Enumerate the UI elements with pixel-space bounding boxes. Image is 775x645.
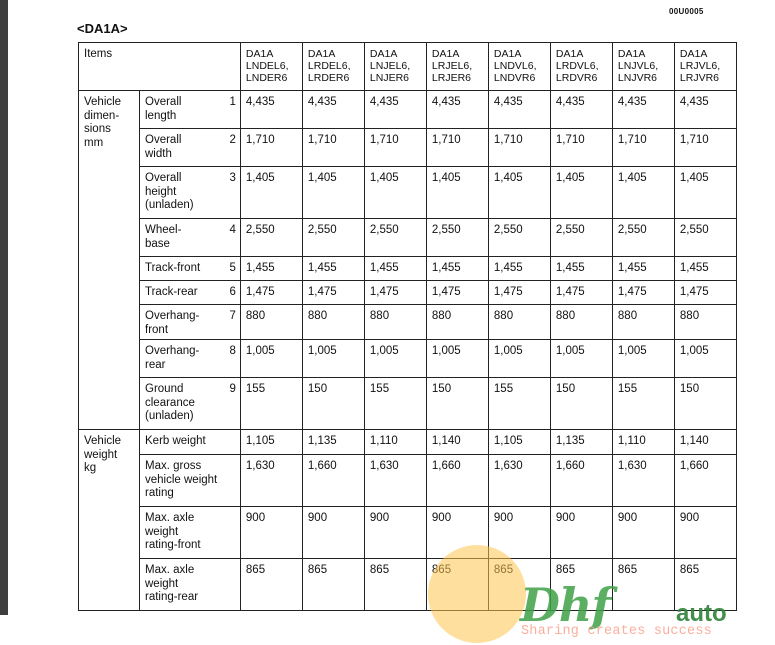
value-cell: 1,140 [674, 430, 736, 455]
value-cell: 1,135 [550, 430, 612, 455]
value-cell: 1,710 [364, 129, 426, 167]
cell-line: Overall [145, 96, 182, 108]
value-cell: 900 [302, 507, 364, 559]
category-cell [79, 430, 140, 611]
model-header [488, 43, 550, 91]
value-cell: 880 [612, 305, 674, 340]
value-cell: 1,405 [612, 167, 674, 219]
value-cell: 1,475 [488, 281, 550, 305]
scan-edge-strip [0, 0, 8, 615]
value-cell: 1,005 [488, 340, 550, 378]
model-header [426, 43, 488, 91]
item-number: 2 [225, 129, 241, 167]
value-cell: 865 [612, 559, 674, 611]
specifications-table [78, 42, 737, 611]
value-cell: 1,005 [302, 340, 364, 378]
table-row [79, 559, 737, 611]
value-cell: 155 [488, 378, 550, 430]
value-cell: 2,550 [550, 219, 612, 257]
watermark-tagline: Sharing creates success [521, 624, 712, 639]
cell-line: (unladen) [145, 199, 194, 211]
value-cell: 1,455 [550, 257, 612, 281]
item-number: 9 [225, 378, 241, 430]
cell-line: rating-rear [145, 591, 199, 603]
value-cell: 900 [550, 507, 612, 559]
value-cell: 1,630 [612, 455, 674, 507]
value-cell: 1,475 [364, 281, 426, 305]
value-cell: 880 [426, 305, 488, 340]
cell-line: Vehicle [84, 96, 122, 108]
item-cell [140, 378, 225, 430]
table-row [79, 129, 737, 167]
model-header [550, 43, 612, 91]
value-cell: 1,710 [240, 129, 302, 167]
cell-line: mm [84, 136, 104, 149]
value-cell: 1,475 [550, 281, 612, 305]
value-cell: 1,405 [240, 167, 302, 219]
item-number: 8 [225, 340, 241, 378]
cell-line: LRJER6 [431, 72, 472, 84]
cell-line: weight [145, 577, 179, 590]
value-cell: 1,005 [364, 340, 426, 378]
cell-line: weight [84, 448, 118, 461]
value-cell: 1,660 [426, 455, 488, 507]
value-cell: 2,550 [240, 219, 302, 257]
value-cell: 1,475 [612, 281, 674, 305]
cell-line: LNJER6 [369, 72, 410, 84]
cell-line: Track-front [145, 262, 201, 274]
value-cell: 1,405 [550, 167, 612, 219]
cell-line: rating-front [145, 539, 201, 551]
table-row [79, 219, 737, 257]
value-cell: 1,455 [612, 257, 674, 281]
value-cell: 1,475 [302, 281, 364, 305]
value-cell: 150 [550, 378, 612, 430]
cell-line: LNDEL6, [245, 60, 289, 72]
cell-line: DA1A [307, 48, 336, 60]
cell-line: DA1A [493, 48, 522, 60]
table-row [79, 91, 737, 129]
value-cell: 1,405 [426, 167, 488, 219]
cell-line: length [145, 109, 177, 122]
item-number: 1 [225, 91, 241, 129]
item-number: 5 [225, 257, 241, 281]
table-row [79, 281, 737, 305]
value-cell: 1,710 [550, 129, 612, 167]
model-header [364, 43, 426, 91]
value-cell: 2,550 [364, 219, 426, 257]
value-cell: 1,710 [426, 129, 488, 167]
cell-line: clearance [145, 396, 195, 409]
item-cell [140, 559, 241, 611]
cell-line: Overhang- [145, 345, 200, 357]
value-cell: 1,475 [426, 281, 488, 305]
table-row [79, 257, 737, 281]
value-cell: 1,455 [488, 257, 550, 281]
item-cell [140, 129, 225, 167]
cell-line: rear [145, 358, 166, 371]
value-cell: 1,710 [488, 129, 550, 167]
cell-line: LRJEL6, [431, 60, 473, 72]
value-cell: 1,405 [488, 167, 550, 219]
value-cell: 865 [364, 559, 426, 611]
value-cell: 1,110 [364, 430, 426, 455]
cell-line: DA1A [679, 48, 708, 60]
cell-line: sions [84, 123, 111, 135]
value-cell: 880 [240, 305, 302, 340]
page-code: 00U0005 [669, 7, 704, 16]
category-cell [79, 91, 140, 430]
cell-line: base [145, 237, 170, 250]
cell-line: height [145, 185, 177, 198]
value-cell: 900 [612, 507, 674, 559]
value-cell: 900 [674, 507, 736, 559]
value-cell: 150 [426, 378, 488, 430]
value-cell: 1,405 [364, 167, 426, 219]
value-cell: 4,435 [550, 91, 612, 129]
cell-line: Ground [145, 383, 184, 395]
cell-line: vehicle weight [145, 473, 218, 486]
value-cell: 4,435 [302, 91, 364, 129]
value-cell: 1,105 [488, 430, 550, 455]
cell-line: Max. axle [145, 564, 195, 576]
items-header: Items [79, 43, 241, 91]
value-cell: 880 [488, 305, 550, 340]
watermark-brand: auto [676, 600, 727, 627]
value-cell: 150 [674, 378, 736, 430]
value-cell: 1,455 [302, 257, 364, 281]
value-cell: 865 [240, 559, 302, 611]
item-cell [140, 340, 225, 378]
value-cell: 1,475 [240, 281, 302, 305]
cell-line: LNDVL6, [493, 60, 537, 72]
value-cell: 1,455 [674, 257, 736, 281]
value-cell: 1,630 [240, 455, 302, 507]
cell-line: (unladen) [145, 410, 194, 422]
value-cell: 1,710 [612, 129, 674, 167]
cell-line: LNJVL6, [617, 60, 659, 72]
table-row [79, 167, 737, 219]
cell-line: Kerb weight [145, 435, 206, 447]
value-cell: 880 [550, 305, 612, 340]
value-cell: 880 [674, 305, 736, 340]
value-cell: 155 [240, 378, 302, 430]
table-row [79, 430, 737, 455]
value-cell: 155 [364, 378, 426, 430]
value-cell: 880 [302, 305, 364, 340]
value-cell: 1,005 [612, 340, 674, 378]
value-cell: 2,550 [488, 219, 550, 257]
cell-line: DA1A [555, 48, 584, 60]
value-cell: 2,550 [426, 219, 488, 257]
cell-line: DA1A [617, 48, 646, 60]
value-cell: 865 [674, 559, 736, 611]
value-cell: 4,435 [488, 91, 550, 129]
cell-line: kg [84, 462, 97, 474]
value-cell: 1,455 [364, 257, 426, 281]
value-cell: 1,105 [240, 430, 302, 455]
cell-line: LRDVR6 [555, 72, 598, 84]
model-header [674, 43, 736, 91]
cell-line: weight [145, 525, 179, 538]
cell-line: DA1A [431, 48, 460, 60]
cell-line: front [145, 323, 169, 336]
cell-line: Overall [145, 134, 182, 146]
header-row [79, 43, 737, 91]
value-cell: 1,475 [674, 281, 736, 305]
value-cell: 865 [550, 559, 612, 611]
value-cell: 1,110 [612, 430, 674, 455]
value-cell: 880 [364, 305, 426, 340]
item-number: 3 [225, 167, 241, 219]
cell-line: Max. gross [145, 460, 202, 472]
table-row [79, 305, 737, 340]
value-cell: 4,435 [674, 91, 736, 129]
item-cell [140, 455, 241, 507]
value-cell: 900 [364, 507, 426, 559]
cell-line: dimen- [84, 109, 120, 122]
cell-line: Overall [145, 172, 182, 184]
value-cell: 4,435 [240, 91, 302, 129]
item-cell [140, 430, 241, 455]
value-cell: 1,005 [674, 340, 736, 378]
value-cell: 900 [488, 507, 550, 559]
cell-line: LNDVR6 [493, 72, 536, 84]
value-cell: 1,660 [302, 455, 364, 507]
value-cell: 150 [302, 378, 364, 430]
item-number: 6 [225, 281, 241, 305]
cell-line: LRJVL6, [679, 60, 721, 72]
cell-line: Vehicle [84, 435, 122, 447]
model-header [612, 43, 674, 91]
item-cell [140, 167, 225, 219]
table-row [79, 378, 737, 430]
cell-line: Max. axle [145, 512, 195, 524]
value-cell: 1,455 [426, 257, 488, 281]
cell-line: LRDER6 [307, 72, 350, 84]
value-cell: 2,550 [674, 219, 736, 257]
cell-line: Overhang- [145, 310, 200, 322]
model-header [302, 43, 364, 91]
item-cell [140, 507, 241, 559]
table-row [79, 340, 737, 378]
section-title: <DA1A> [77, 21, 128, 36]
item-cell [140, 91, 225, 129]
watermark-logo: Dhf [520, 578, 611, 632]
value-cell: 1,405 [302, 167, 364, 219]
cell-line: rating [145, 487, 174, 499]
cell-line: Wheel- [145, 224, 182, 236]
item-cell [140, 305, 225, 340]
value-cell: 1,710 [302, 129, 364, 167]
cell-line: DA1A [245, 48, 274, 60]
value-cell: 1,660 [674, 455, 736, 507]
value-cell: 4,435 [364, 91, 426, 129]
cell-line: width [145, 147, 172, 160]
value-cell: 1,135 [302, 430, 364, 455]
cell-line: Track-rear [145, 286, 198, 298]
watermark-circle [428, 545, 526, 643]
cell-line: LNJVR6 [617, 72, 658, 84]
value-cell: 1,005 [240, 340, 302, 378]
value-cell: 1,005 [426, 340, 488, 378]
cell-line: LNDER6 [245, 72, 288, 84]
table-row [79, 507, 737, 559]
table-row [79, 455, 737, 507]
value-cell: 1,660 [550, 455, 612, 507]
value-cell: 2,550 [302, 219, 364, 257]
value-cell: 155 [612, 378, 674, 430]
cell-line: DA1A [369, 48, 398, 60]
value-cell: 4,435 [612, 91, 674, 129]
cell-line: LRJVR6 [679, 72, 720, 84]
value-cell: 1,630 [488, 455, 550, 507]
value-cell: 900 [240, 507, 302, 559]
value-cell: 1,710 [674, 129, 736, 167]
item-number: 7 [225, 305, 241, 340]
item-cell [140, 257, 225, 281]
cell-line: LRDVL6, [555, 60, 599, 72]
cell-line: LNJEL6, [369, 60, 411, 72]
item-cell [140, 219, 225, 257]
value-cell: 1,630 [364, 455, 426, 507]
model-header [240, 43, 302, 91]
value-cell: 1,005 [550, 340, 612, 378]
value-cell: 1,455 [240, 257, 302, 281]
value-cell: 2,550 [612, 219, 674, 257]
item-cell [140, 281, 225, 305]
item-number: 4 [225, 219, 241, 257]
value-cell: 900 [426, 507, 488, 559]
value-cell: 4,435 [426, 91, 488, 129]
value-cell: 865 [302, 559, 364, 611]
value-cell: 1,140 [426, 430, 488, 455]
cell-line: LRDEL6, [307, 60, 351, 72]
value-cell: 1,405 [674, 167, 736, 219]
